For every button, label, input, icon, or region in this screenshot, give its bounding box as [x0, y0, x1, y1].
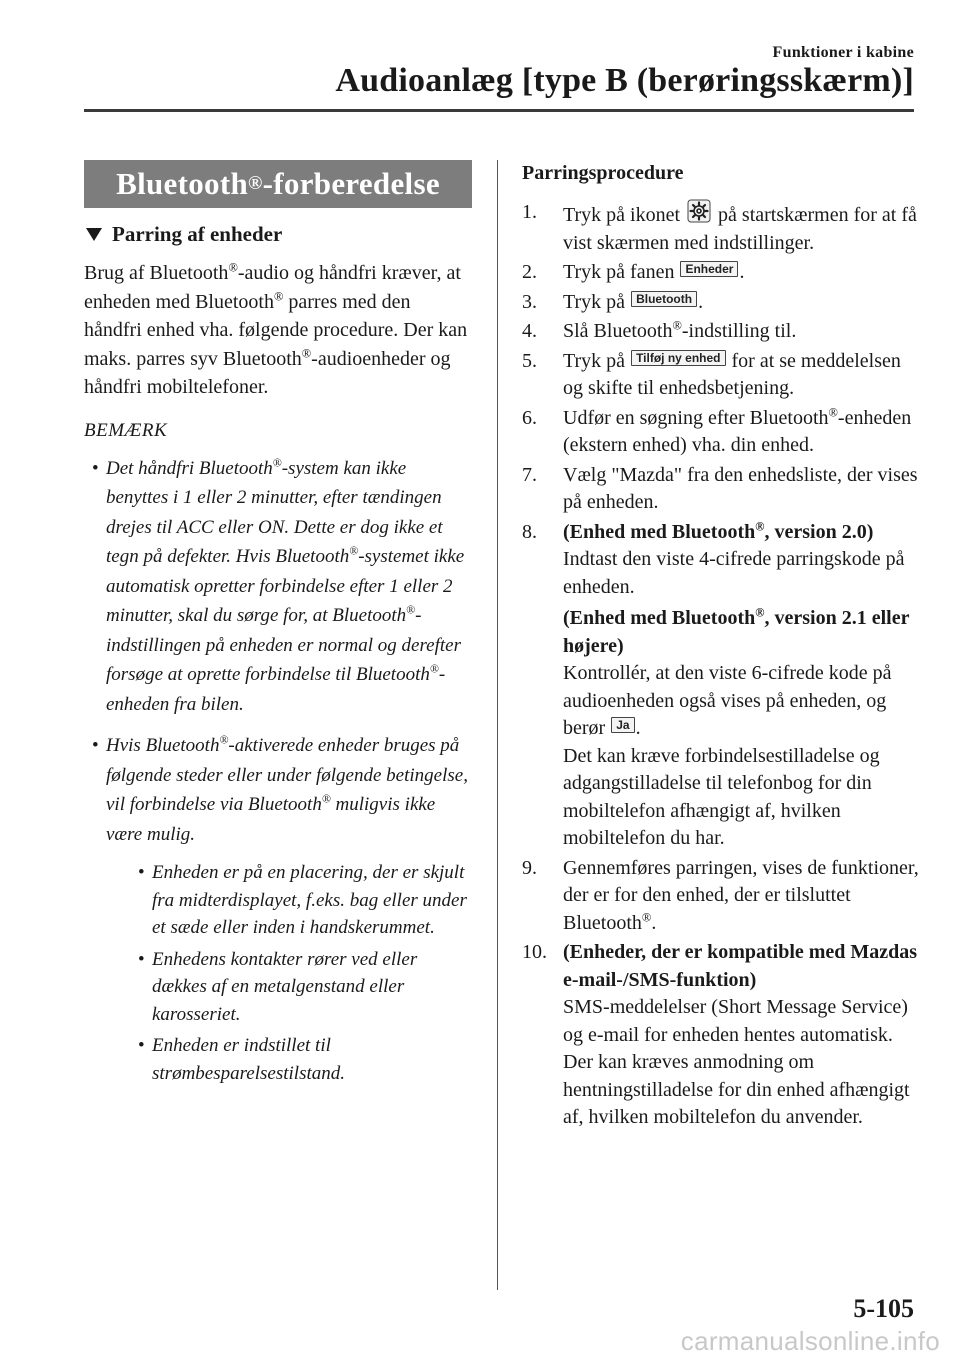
procedure-title: Parringsprocedure — [522, 162, 684, 184]
page-number: 5-105 — [853, 1294, 914, 1323]
banner-text-suffix: -forberedelse — [262, 166, 440, 201]
step-5: 5. Tryk på Tilføj ny enhed for at se meddelelsen og skifte til enhedsbetjening. — [522, 349, 901, 399]
note-sub-item: • Enheden er indstillet til strømbesparelsestilstand. — [106, 1032, 472, 1087]
bullet-icon: • — [138, 1035, 145, 1056]
step-2: 2. Tryk på fanen Enheder . — [522, 261, 745, 283]
step-8: 8. (Enhed med Bluetooth®, version 2.0) Indtast den viste 4-cifrede parringskode på enheden. (Enhed med Bluetooth®, version 2.1 eller højere) Kontrollér, at den viste 6-cifrede kode på audioenheden også vises på enheden, og berør Ja . Det kan kræve forbindelsestilladelse og adgangstilladelse til telefonbog for din mobiltelefon afhængigt af, hvilken mobiltelefon du har. — [522, 518, 910, 849]
note-sub-item: • Enheden er på en placering, der er skjult fra midterdisplayet, f.eks. bag eller under et sæde eller inden i handskerummet. — [106, 859, 472, 942]
header-rule — [84, 109, 914, 112]
step-6: 6. Udfør en søgning efter Bluetooth®-enheden (ekstern enhed) vha. din enhed. — [522, 404, 912, 456]
triangle-marker-icon — [86, 228, 102, 241]
step-10: 10. (Enheder, der er kompatible med Mazdas e-mail-/SMS-funktion) SMS-meddelelser (Short Message Service) og e-mail for enheden hentes automatisk. Der kan kræves anmodning om hentningstilladelse for din enhed afhængigt af, hvilken mobiltelefon du anvender. — [522, 941, 918, 1128]
gear-icon — [687, 199, 711, 223]
devices-tab-button[interactable]: Enheder — [680, 261, 738, 277]
bluetooth-button[interactable]: Bluetooth — [631, 291, 697, 307]
note-title: BEMÆRK — [84, 419, 168, 441]
step-1: 1. Tryk på ikonet på startskærmen for at få vist skærmen med indstillinger. — [522, 201, 917, 254]
column-divider — [497, 160, 498, 1290]
bullet-icon: • — [92, 735, 99, 756]
step-3: 3. Tryk på Bluetooth . — [522, 290, 704, 313]
yes-button[interactable]: Ja — [611, 717, 634, 733]
step-4: 4. Slå Bluetooth®-indstilling til. — [522, 318, 797, 342]
header-section-label: Funktioner i kabine — [772, 44, 914, 61]
bullet-icon: • — [138, 862, 145, 883]
note-sub-list — [106, 859, 472, 1087]
banner-text: Bluetooth — [116, 166, 249, 201]
bullet-icon: • — [138, 948, 145, 970]
left-column — [84, 160, 472, 1087]
note-item: • Det håndfri Bluetooth®-system kan ikke benyttes i 1 eller 2 minutter, efter tændingen drejes til ACC eller ON. Dette er dog ikke et tegn på defekter. Hvis Bluetooth®-systemet ikke automatisk opretter forbindelse efter 1 eller 2 minutter, skal du sørge for, at Bluetooth®-indstillingen på enheden er normal og derefter forsøge at oprette forbindelse til Bluetooth®-enheden fra bilen. — [84, 454, 472, 720]
subheading-text: Parring af enheder — [112, 222, 283, 246]
step-7: 7. Vælg "Mazda" fra den enhedsliste, der vises på enheden. — [522, 463, 918, 513]
section-banner: Bluetooth ® -forberedelse — [84, 160, 472, 208]
bullet-icon: • — [92, 457, 99, 479]
procedure-steps — [522, 199, 922, 1132]
step-9: 9. Gennemføres parringen, vises de funktioner, der er for den enhed, der er tilsluttet Bluetooth®. — [522, 856, 919, 934]
note-sub-item: • Enhedens kontakter rører ved eller dækkes af en metalgenstand eller karosseriet. — [106, 946, 472, 1029]
intro-paragraph: Brug af Bluetooth®-audio og håndfri kræver, at enheden med Bluetooth® parres med den håndfri enhed vha. følgende procedure. Der kan maks. parres syv Bluetooth®-audioenheder og håndfri mobiltelefoner. — [84, 260, 468, 398]
watermark: carmanualsonline.info — [680, 1326, 940, 1356]
subheading — [84, 222, 472, 247]
note-item: • Hvis Bluetooth®-aktiverede enheder bruges på følgende steder eller under følgende betingelse, vil forbindelse via Bluetooth® muligvis ikke være mulig. • Enheden er på en placering, der er skjult fra midterdisplayet, f.eks. bag eller under et sæde eller inden i handskerummet. • Enhedens kontakter rører ved eller dækkes af en metalgenstand eller karosseriet. • Enheden er indstillet til strømbesparelsestilstand. — [84, 731, 472, 1087]
right-column — [522, 160, 922, 1134]
add-new-device-button[interactable]: Tilføj ny enhed — [631, 350, 725, 366]
page-title: Audioanlæg [type B (berøringsskærm)] — [335, 62, 914, 99]
